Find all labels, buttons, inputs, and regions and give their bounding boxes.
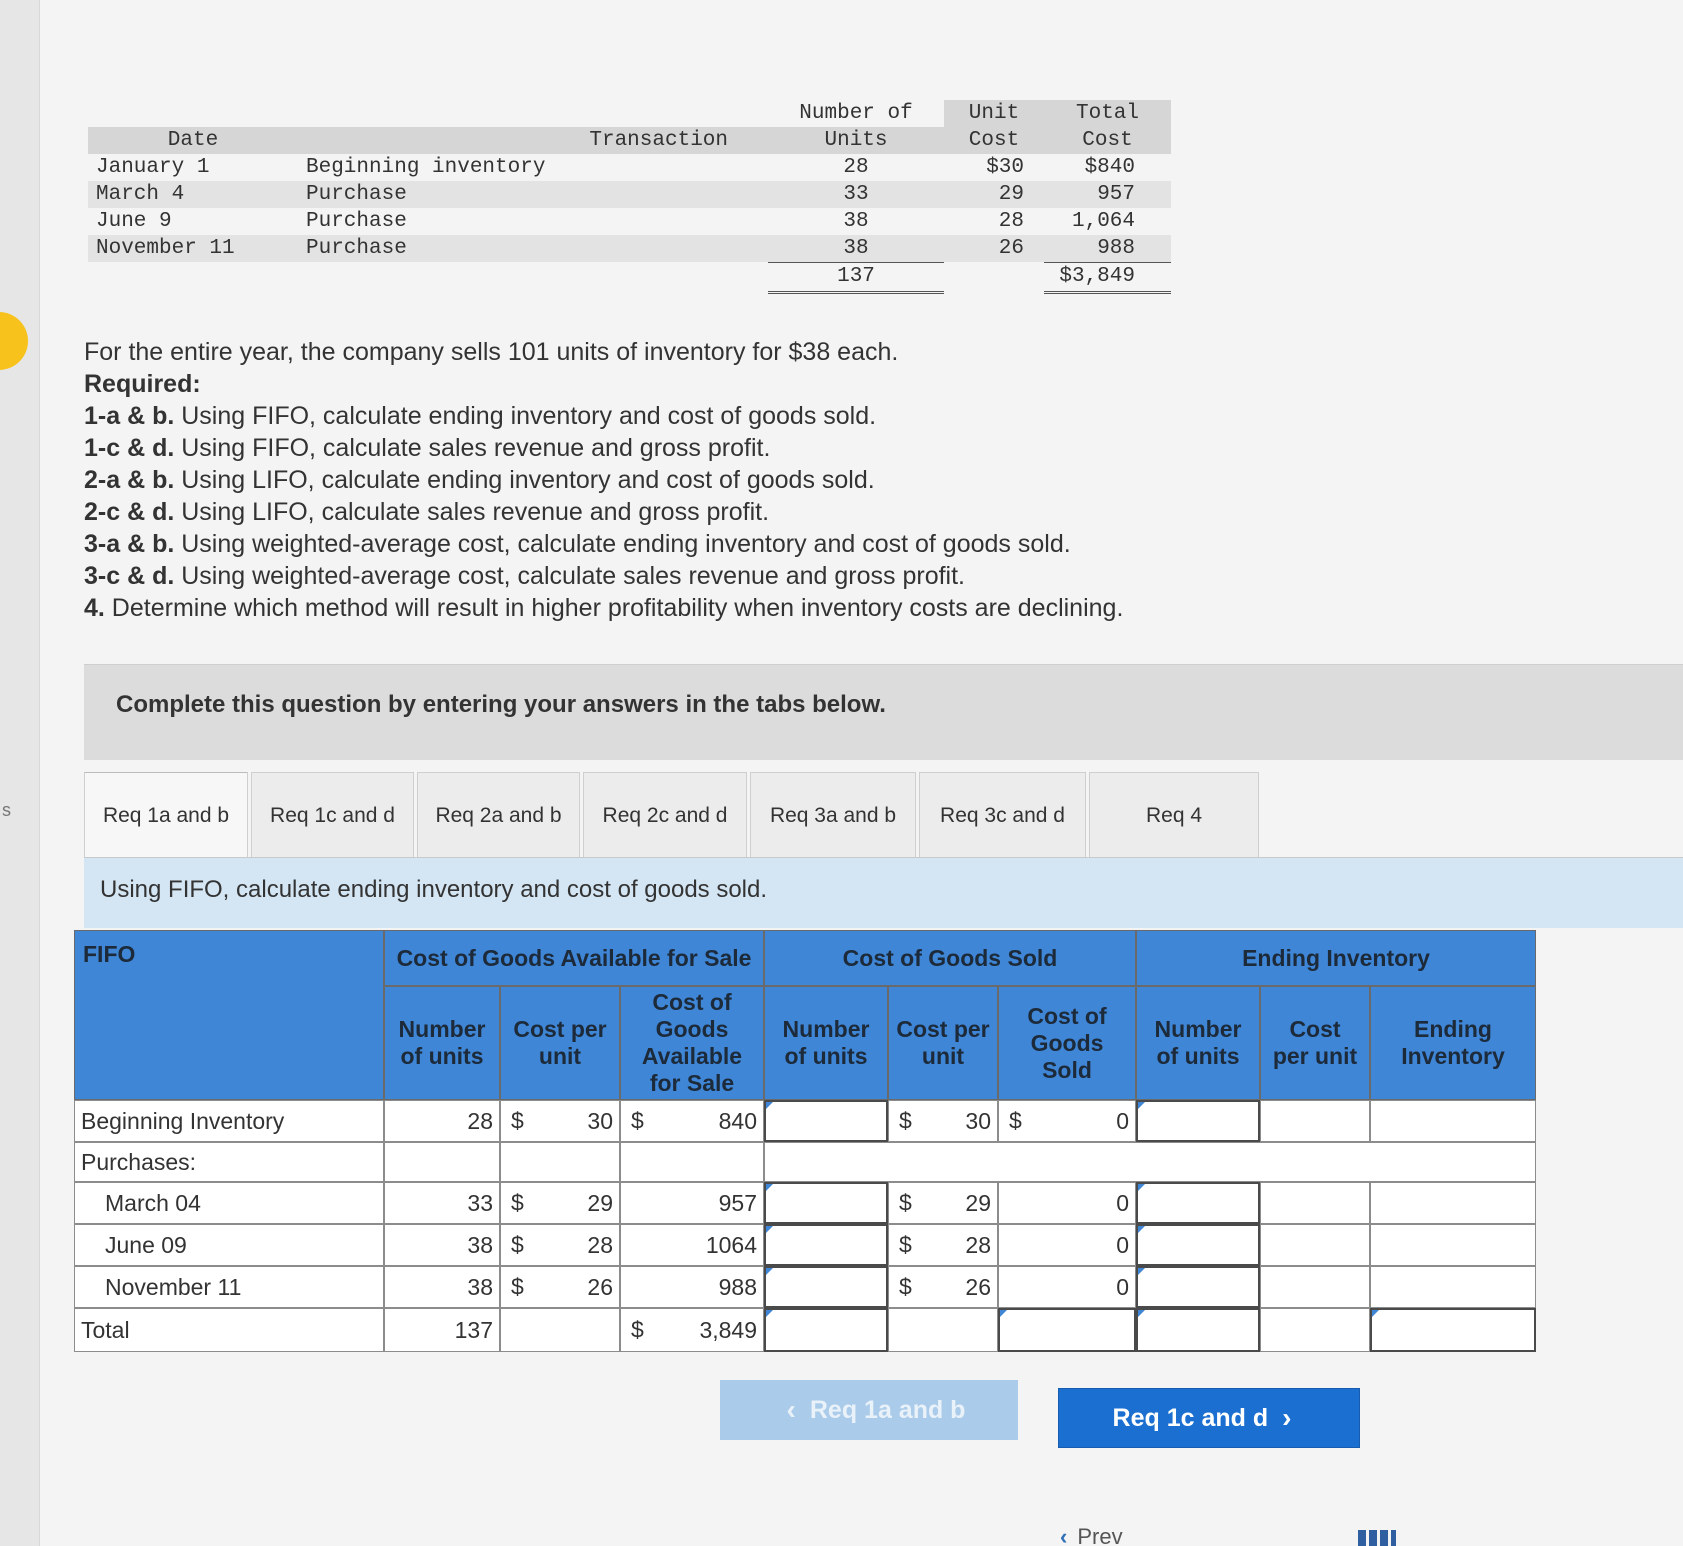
bottom-prev-link[interactable]: ‹ Prev (1060, 1524, 1123, 1546)
row-total-cost: $840 (1084, 156, 1135, 179)
required-item: 2-c & d. Using LIFO, calculate sales revenue and gross profit. (84, 498, 770, 526)
row-units: 38 (768, 235, 944, 262)
subtitle-text: Using FIFO, calculate ending inventory and cost of goods sold. (100, 876, 768, 903)
beginning-sold-cost-per-unit: $ 30 (888, 1100, 998, 1142)
row-units: 38 (843, 210, 869, 233)
grid-menu-icon[interactable] (1358, 1530, 1396, 1546)
total-cost-header-line2: Cost (1044, 127, 1171, 154)
requirement-tabs (84, 772, 1262, 858)
row-date: March 4 (88, 181, 298, 208)
total-cost: $3,849 (1044, 262, 1171, 292)
required-item: 1-c & d. Using FIFO, calculate sales revenue and gross profit. (84, 434, 771, 462)
beginning-end-units-input[interactable] (1136, 1100, 1260, 1142)
total-ending-inventory-input[interactable] (1370, 1308, 1536, 1352)
prev-requirement-button[interactable]: ‹ Req 1a and b (720, 1380, 1018, 1440)
march-sold-units-input[interactable] (764, 1182, 888, 1224)
tab-req-4[interactable]: Req 4 (1089, 772, 1259, 858)
row-date: June 9 (96, 210, 172, 233)
table-total-row (88, 262, 1171, 292)
june-cost-available: 1064 (620, 1224, 764, 1266)
november-units: 38 (384, 1266, 500, 1308)
question-intro: For the entire year, the company sells 101 units of inventory for $38 each. (84, 338, 899, 366)
beginning-cost-available: $ 840 (620, 1100, 764, 1142)
chevron-left-icon: ‹ (786, 1394, 796, 1425)
march-cost-available: 957 (620, 1182, 764, 1224)
row-label-beginning: Beginning Inventory (74, 1100, 384, 1142)
tab-req-1a-b[interactable]: Req 1a and b (84, 772, 248, 858)
march-cogs: 0 (998, 1182, 1136, 1224)
avail-units-header: Number of units (384, 986, 500, 1100)
left-sidebar-strip (0, 0, 40, 1546)
required-label: Required: (84, 370, 201, 398)
beginning-end-total-cell (1370, 1100, 1536, 1142)
november-sold-cost-per-unit: $ 26 (888, 1266, 998, 1308)
total-units: 137 (768, 262, 944, 292)
row-transaction: Beginning inventory (306, 156, 546, 179)
instruction-banner (84, 664, 1683, 760)
row-label-purchases: Purchases: (74, 1142, 384, 1182)
required-item: 1-a & b. Using FIFO, calculate ending inventory and cost of goods sold. (84, 402, 877, 430)
row-label-june: June 09 (74, 1224, 384, 1266)
row-total-cost: 988 (1044, 235, 1171, 262)
sold-total-header: Cost of Goods Sold (998, 986, 1136, 1100)
march-sold-cost-per-unit: $ 29 (888, 1182, 998, 1224)
november-sold-units-input[interactable] (764, 1266, 888, 1308)
sold-cost-header: Cost per unit (888, 986, 998, 1100)
table-row (88, 181, 1171, 208)
required-item: 3-c & d. Using weighted-average cost, calculate sales revenue and gross profit. (84, 562, 966, 590)
date-header: Date (88, 127, 298, 154)
total-units-available: 137 (384, 1308, 500, 1352)
row-label-november: November 11 (74, 1266, 384, 1308)
row-label-march: March 04 (74, 1182, 384, 1224)
november-cogs: 0 (998, 1266, 1136, 1308)
march-cost-per-unit: $ 29 (500, 1182, 620, 1224)
row-transaction: Purchase (298, 181, 768, 208)
tab-req-3a-b[interactable]: Req 3a and b (750, 772, 916, 858)
next-requirement-button[interactable]: Req 1c and d › (1058, 1388, 1360, 1448)
november-cost-available: 988 (620, 1266, 764, 1308)
row-transaction: Purchase (306, 210, 407, 233)
june-units: 38 (384, 1224, 500, 1266)
avail-cost-header: Cost per unit (500, 986, 620, 1100)
required-item: 2-a & b. Using LIFO, calculate ending inventory and cost of goods sold. (84, 466, 875, 494)
tab-req-3c-d[interactable]: Req 3c and d (919, 772, 1086, 858)
row-date: November 11 (88, 235, 298, 262)
inventory-data-table (88, 100, 1171, 294)
row-unit-cost: $30 (986, 156, 1024, 179)
units-header-line2: Units (768, 127, 944, 154)
row-total-cost: 1,064 (1071, 210, 1135, 233)
required-item: 4. Determine which method will result in higher profitability when inventory costs are declining. (84, 594, 1124, 622)
june-sold-units-input[interactable] (764, 1224, 888, 1266)
row-units: 28 (843, 156, 869, 179)
transaction-header: Transaction (298, 127, 768, 154)
unit-cost-header-line1: Unit (944, 100, 1044, 127)
november-end-units-input[interactable] (1136, 1266, 1260, 1308)
tab-req-2c-d[interactable]: Req 2c and d (583, 772, 747, 858)
question-text (84, 336, 1123, 624)
tab-req-2a-b[interactable]: Req 2a and b (417, 772, 580, 858)
total-end-units-input[interactable] (1136, 1308, 1260, 1352)
fifo-corner-label: FIFO (74, 930, 384, 1100)
row-unit-cost: 29 (944, 181, 1044, 208)
required-item: 3-a & b. Using weighted-average cost, calculate ending inventory and cost of goods sold. (84, 530, 1071, 558)
ending-group-header: Ending Inventory (1136, 930, 1536, 986)
end-total-header: Ending Inventory (1370, 986, 1536, 1100)
row-unit-cost: 26 (944, 235, 1044, 262)
november-cost-per-unit: $ 26 (500, 1266, 620, 1308)
table-row (88, 208, 1171, 235)
table-row (88, 154, 1171, 181)
chevron-left-icon: ‹ (1060, 1524, 1068, 1546)
row-label-total: Total (74, 1308, 384, 1352)
available-group-header: Cost of Goods Available for Sale (384, 930, 764, 986)
end-units-header: Number of units (1136, 986, 1260, 1100)
beginning-end-cost-cell (1260, 1100, 1370, 1142)
march-units: 33 (384, 1182, 500, 1224)
beginning-units: 28 (384, 1100, 500, 1142)
tab-req-1c-d[interactable]: Req 1c and d (251, 772, 414, 858)
march-end-units-input[interactable] (1136, 1182, 1260, 1224)
row-unit-cost: 28 (998, 210, 1024, 233)
unit-cost-header-line2: Cost (944, 127, 1044, 154)
june-cogs: 0 (998, 1224, 1136, 1266)
edge-letter: s (2, 800, 11, 820)
sold-group-header: Cost of Goods Sold (764, 930, 1136, 986)
banner-text: Complete this question by entering your answers in the tabs below. (116, 691, 886, 718)
total-cost-available: $ 3,849 (620, 1308, 764, 1352)
total-cogs-input[interactable] (998, 1308, 1136, 1352)
row-transaction: Purchase (298, 235, 768, 262)
question-page (40, 0, 1683, 1546)
units-header-line1: Number of (799, 102, 913, 125)
table-row (88, 235, 1171, 262)
june-sold-cost-per-unit: $ 28 (888, 1224, 998, 1266)
requirement-subtitle (84, 858, 1683, 928)
beginning-cogs: $ 0 (998, 1100, 1136, 1142)
total-cost-header-line1: Total (1044, 100, 1171, 127)
fifo-grid (74, 930, 1538, 1364)
row-total-cost: 957 (1044, 181, 1171, 208)
beginning-sold-units-input[interactable] (764, 1100, 888, 1142)
avail-total-header: Cost of Goods Available for Sale (620, 986, 764, 1100)
row-date: January 1 (96, 156, 210, 179)
beginning-cost-per-unit: $ 30 (500, 1100, 620, 1142)
total-sold-units-input[interactable] (764, 1308, 888, 1352)
chevron-right-icon: › (1282, 1402, 1292, 1433)
june-cost-per-unit: $ 28 (500, 1224, 620, 1266)
june-end-units-input[interactable] (1136, 1224, 1260, 1266)
row-units: 33 (768, 181, 944, 208)
end-cost-header: Cost per unit (1260, 986, 1370, 1100)
sold-units-header: Number of units (764, 986, 888, 1100)
